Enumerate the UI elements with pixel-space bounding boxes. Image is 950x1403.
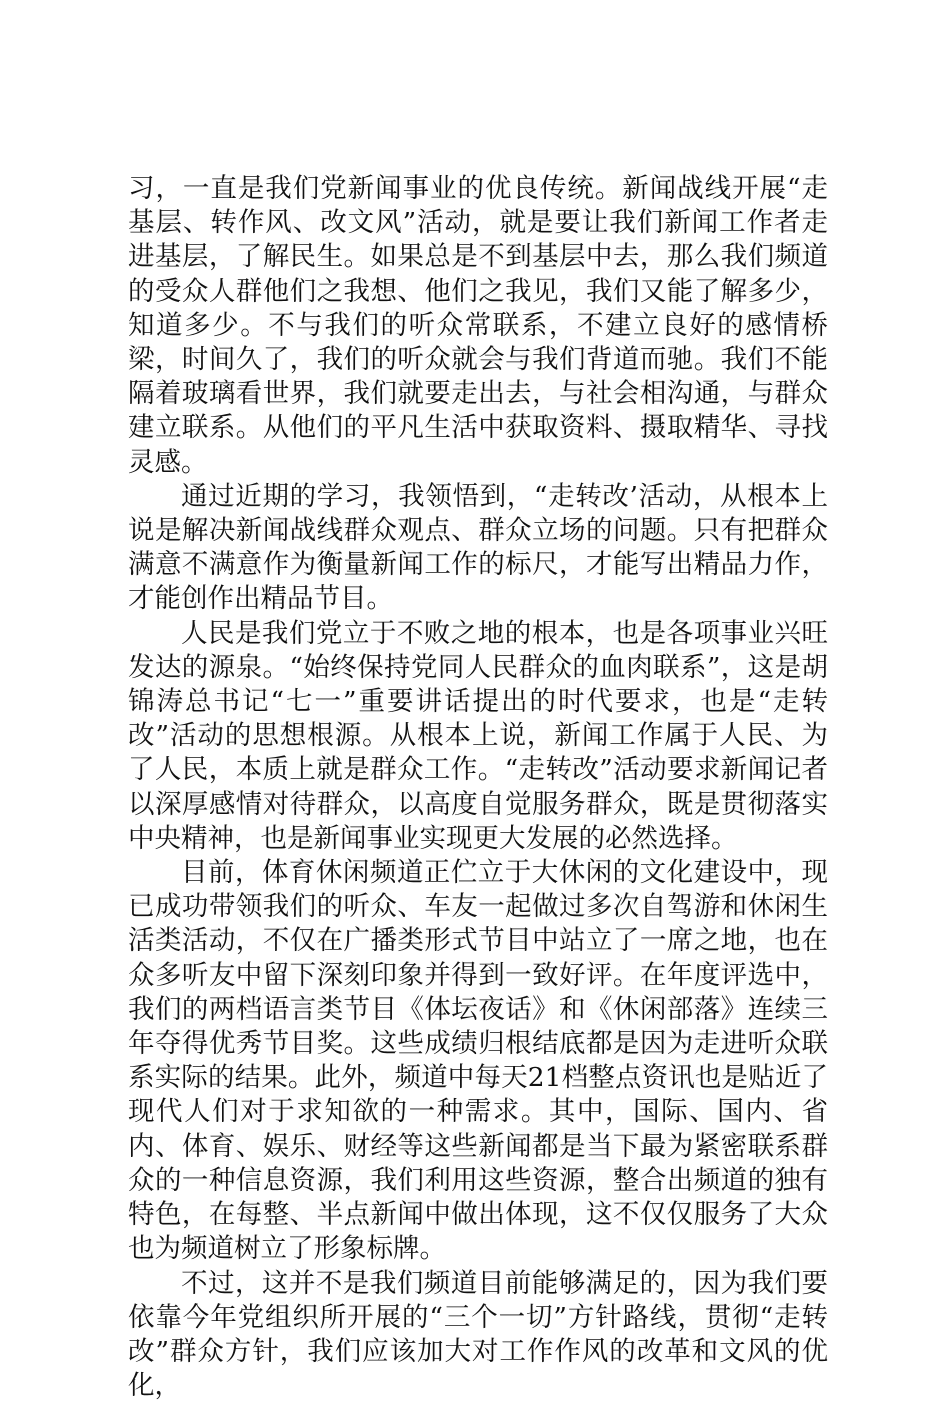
paragraph-however: 不过，这并不是我们频道目前能够满足的，因为我们要依靠今年党组织所开展的“三个一切”方针路线，贯彻“走转改”群众方针，我们应该加大对工作作风的改革和文风的优化，: [128, 1267, 828, 1403]
paragraph-learning: 通过近期的学习，我领悟到，“走转改’活动，从根本上说是解决新闻战线群众观点、群众立场的问题。只有把群众满意不满意作为衡量新闻工作的标尺，才能写出精品力作，才能创作出精品节目。: [128, 480, 828, 617]
document-page: [128, 172, 828, 1403]
paragraph-channel: 目前，体育休闲频道正伫立于大休闲的文化建设中，现已成功带领我们的听众、车友一起做过多次自驾游和休闲生活类活动，不仅在广播类形式节目中站立了一席之地，也在众多听友中留下深刻印象并得到一致好评。在年度评选中，我们的两档语言类节目《体坛夜话》和《休闲部落》连续三年夺得优秀节目奖。这些成绩归根结底都是因为走进听众联系实际的结果。此外，频道中每天21档整点资讯也是贴近了现代人们对于求知欲的一种需求。其中，国际、国内、省内、体育、娱乐、财经等这些新闻都是当下最为紧密联系群众的一种信息资源，我们利用这些资源，整合出频道的独有特色，在每整、半点新闻中做出体现，这不仅仅服务了大众也为频道树立了形象标牌。: [128, 856, 828, 1266]
paragraph-people: 人民是我们党立于不败之地的根本，也是各项事业兴旺发达的源泉。“始终保持党同人民群众的血肉联系”，这是胡锦涛总书记“七一”重要讲话提出的时代要求，也是“走转改”活动的思想根源。从根本上说，新闻工作属于人民、为了人民，本质上就是群众工作。“走转改”活动要求新闻记者以深厚感情对待群众，以高度自觉服务群众，既是贯彻落实中央精神，也是新闻事业实现更大发展的必然选择。: [128, 617, 828, 856]
paragraph-continuation: 习，一直是我们党新闻事业的优良传统。新闻战线开展“走基层、转作风、改文风”活动，就是要让我们新闻工作者走进基层，了解民生。如果总是不到基层中去，那么我们频道的受众人群他们之我想、他们之我见，我们又能了解多少，知道多少。不与我们的听众常联系，不建立良好的感情桥梁，时间久了，我们的听众就会与我们背道而驰。我们不能隔着玻璃看世界，我们就要走出去，与社会相沟通，与群众建立联系。从他们的平凡生活中获取资料、摄取精华、寻找灵感。: [128, 172, 828, 480]
